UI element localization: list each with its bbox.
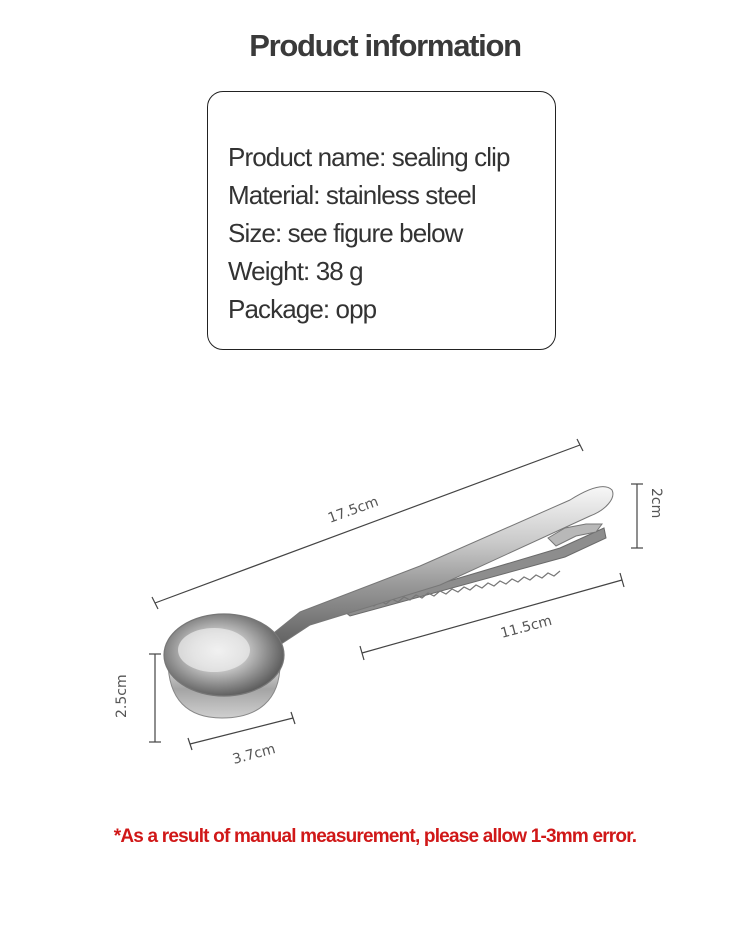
- info-product-name: Product name: sealing clip: [228, 142, 510, 172]
- label-scoop-height: 2.5cm: [114, 674, 130, 718]
- info-size: Size: see figure below: [228, 218, 463, 248]
- info-material: Material: stainless steel: [228, 180, 476, 210]
- scoop-handle: [265, 487, 613, 648]
- page-title: Product information: [249, 28, 521, 63]
- scoop-clip-image: [164, 487, 613, 718]
- dim-line-scoop-diameter: [190, 718, 293, 744]
- info-package: Package: opp: [228, 294, 377, 324]
- measurement-note: *As a result of manual measurement, please allow 1-3mm error.: [113, 826, 637, 847]
- label-scoop-diameter: 3.7cm: [230, 741, 278, 768]
- label-clip-length: 11.5cm: [498, 612, 554, 642]
- info-weight: Weight: 38 g: [228, 256, 363, 286]
- label-clip-height: 2cm: [648, 488, 664, 519]
- label-total-length: 17.5cm: [325, 493, 381, 527]
